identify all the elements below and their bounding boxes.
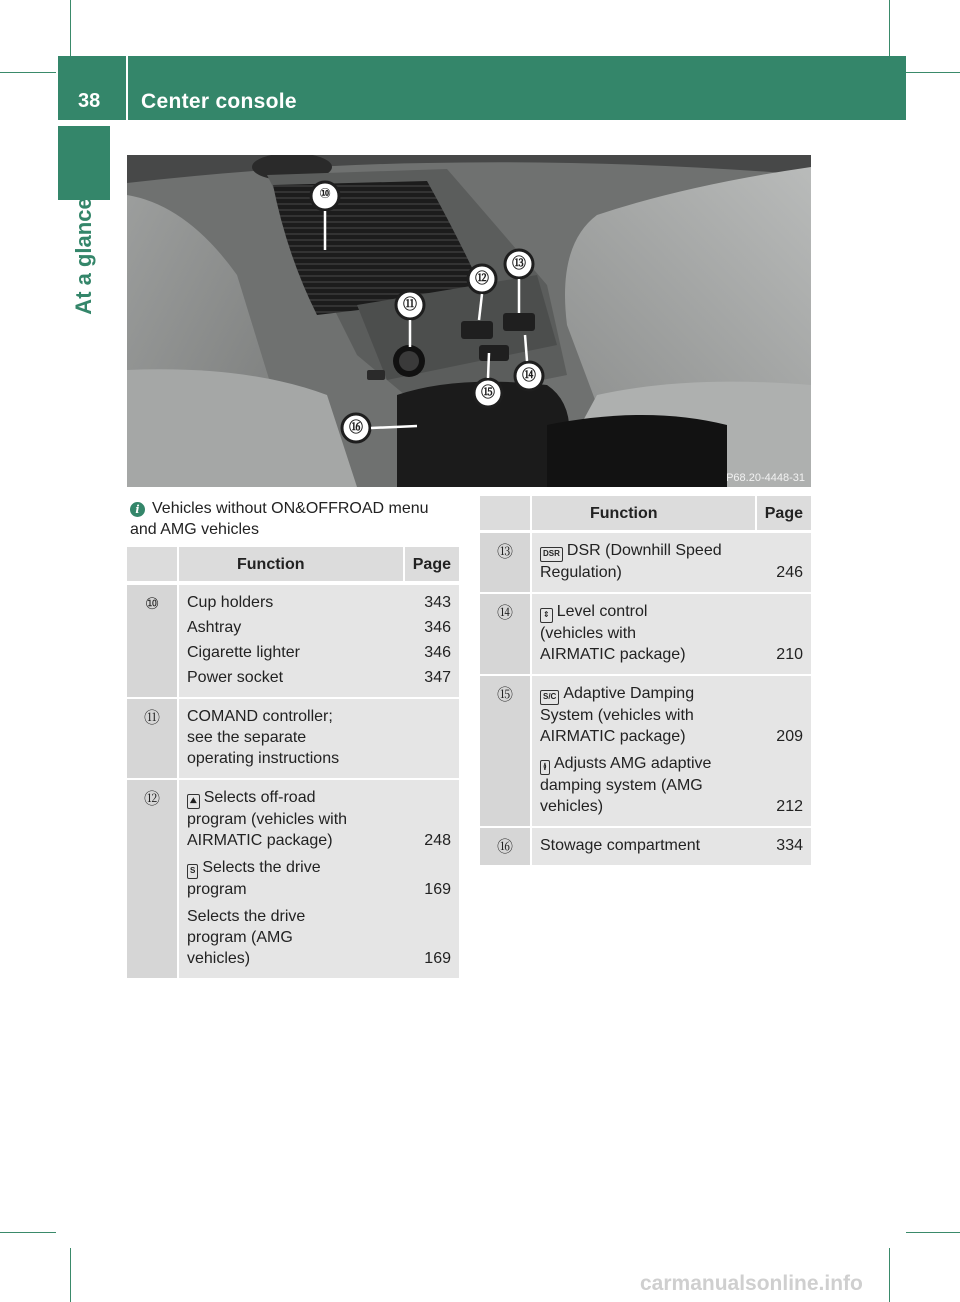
entry-page: 212 [776,798,803,815]
table-row [127,780,459,980]
entry-text-wrap [540,601,757,665]
header-number [127,547,179,583]
row-number-label: ⑭ [496,605,513,622]
photo-code: P68.20-4448-31 [726,472,805,484]
entry [187,706,451,769]
entry-page: 347 [424,669,451,686]
row-body [179,780,459,978]
entry-text: Selects the drive program [187,859,321,898]
row-number-label: ⑮ [496,687,513,704]
row-number-label: ⑫ [143,791,160,808]
photo-callout: ⑫ [475,270,489,286]
row-body [532,676,811,826]
entry-page: 169 [424,950,451,967]
row-body [532,533,811,592]
entry-page: 169 [424,881,451,898]
table-row [480,828,811,867]
entry [540,683,803,747]
table-row [480,594,811,676]
entry-text: Selects the drive program (AMG vehicles) [187,908,306,967]
entry-text: COMAND controller; see the separate operating instructions [187,708,340,767]
photo-callout: ⑭ [522,367,536,383]
entry-text-wrap [540,683,757,747]
right-table-body [480,533,811,867]
entry-page: 248 [424,832,451,849]
entry-text: Cup holders [187,594,274,611]
row-number-label: ⑯ [496,839,513,856]
entry-page: 346 [424,644,451,661]
entry-text: DSR (Downhill Speed Regulation) [540,542,722,581]
photo-callout: ⑩ [319,185,331,201]
entry [187,857,451,900]
row-number [127,585,179,697]
row-number [480,594,532,674]
table-row [127,585,459,699]
entry-page: 343 [424,594,451,611]
header-page: Page [405,547,459,583]
entry [187,592,451,613]
function-table-right [480,496,811,532]
header-page: Page [757,496,811,532]
entry [187,906,451,969]
entry-text-wrap [187,857,405,900]
crop-mark [906,72,960,73]
header-function: Function [179,547,405,583]
crop-mark [70,0,71,56]
crop-mark [0,72,56,73]
entry-page: 210 [776,646,803,663]
entry [187,617,451,638]
row-number-label: ⑩ [144,596,160,613]
entry-text-wrap [540,753,757,817]
info-note-text: Vehicles without ON&OFFROAD menu and AMG vehicles [130,500,429,538]
row-number [127,780,179,978]
crop-mark [889,0,890,56]
row-body [179,585,459,697]
damper-icon: ≬ [540,760,550,775]
left-table-body [127,585,459,980]
watermark: carmanualsonline.info [640,1272,863,1295]
sport-comf-icon: S/C [540,690,559,705]
page-title: Center console [141,90,297,113]
header-divider [126,56,128,120]
entry [540,601,803,665]
row-number [480,676,532,826]
entry-text: Selects off-road program (vehicles with AIRMATIC package) [187,789,348,849]
photo-callout: ⑪ [403,296,417,312]
side-tab: At a glance [71,197,96,315]
entry-page: 246 [776,564,803,581]
row-body [532,828,811,865]
page-number: 38 [78,90,101,112]
dsr-icon: DSR [540,547,563,562]
entry-text: Ashtray [187,619,242,636]
entry-page: 209 [776,728,803,745]
row-number [127,699,179,778]
photo-illustration [127,155,811,487]
row-number-label: ⑬ [496,544,513,561]
header-number [480,496,532,532]
table-row [127,699,459,780]
table-row [480,676,811,828]
row-number [480,828,532,865]
crop-mark [70,1248,71,1302]
crop-mark [906,1232,960,1233]
entry-text: Level control (vehicles with AIRMATIC package) [540,603,686,663]
table-row [480,533,811,594]
entry [540,835,803,856]
table-header-row [127,547,459,583]
entry [187,787,451,851]
row-body [532,594,811,674]
offroad-car-icon: ⛰ [187,794,200,809]
entry-text-wrap [187,787,405,851]
row-body [179,699,459,778]
center-console-photo [127,155,811,487]
crop-mark [889,1248,890,1302]
header-function: Function [532,496,757,532]
side-block [58,126,110,200]
drive-program-icon: S [187,864,198,879]
table-header-row [480,496,811,532]
entry-page: 334 [776,837,803,854]
row-number [480,533,532,592]
entry [187,667,451,688]
photo-callout: ⑯ [349,419,363,435]
info-note [130,498,450,540]
photo-callout: ⑬ [512,255,526,271]
info-icon: i [130,502,145,517]
photo-callout: ⑮ [481,384,495,400]
entry-text-wrap [540,540,757,583]
function-table-left [127,547,459,583]
entry [540,753,803,817]
entry-text: Power socket [187,669,284,686]
entry-text: Cigarette lighter [187,644,300,661]
entry-text: Stowage compartment [540,837,701,854]
level-control-icon: ⇕ [540,608,553,623]
entry [187,642,451,663]
entry-page: 346 [424,619,451,636]
crop-mark [0,1232,56,1233]
entry-text: Adaptive Damping System (vehicles with AIRMATIC package) [540,685,695,745]
row-number-label: ⑪ [143,710,160,727]
entry-text: Adjusts AMG adaptive damping system (AMG vehicles) [540,755,712,815]
entry [540,540,803,583]
